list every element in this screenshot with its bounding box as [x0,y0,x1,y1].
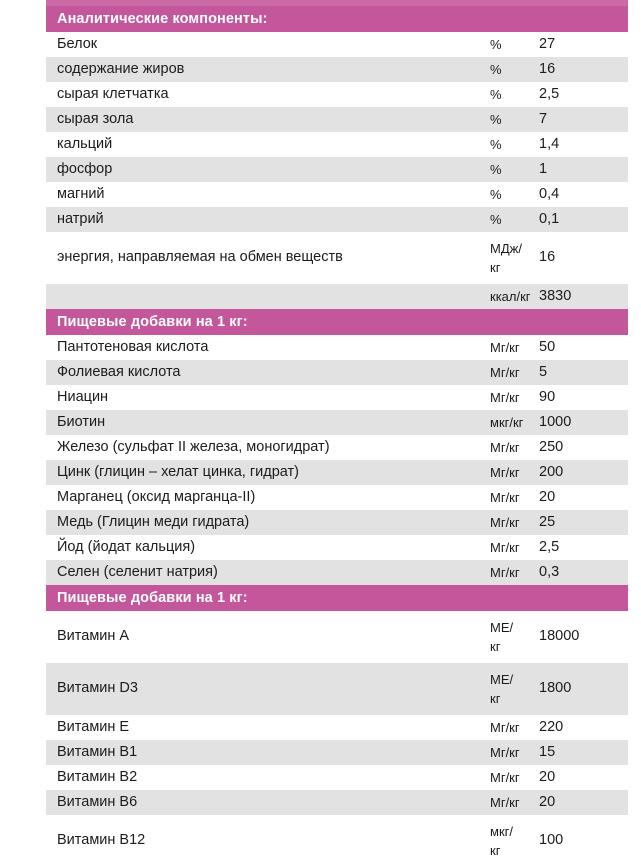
row-unit-line-2: кг [490,843,501,858]
row-unit-cell: Мг/кг [490,740,534,765]
row-value-cell: 7 [534,107,628,132]
row-unit-cell: ккал/кг [490,284,534,309]
row-value-cell: 18000 [534,611,628,663]
row-name-cell: Витамин D3 [46,663,490,715]
row-unit-line-2: кг [490,260,501,275]
row-value-cell: 20 [534,485,628,510]
row-value-cell: 250 [534,435,628,460]
row-unit-cell: Мг/кг [490,335,534,360]
row-name-cell: фосфор [46,157,490,182]
row-value-cell: 220 [534,715,628,740]
section-header-label: Аналитические компоненты: [46,6,628,32]
section-header-row [46,309,628,335]
row-value-cell: 20 [534,765,628,790]
row-unit-cell: мкг/кг [490,410,534,435]
row-unit-cell: Мг/кг [490,485,534,510]
table-row [46,410,628,435]
row-name-cell: кальций [46,132,490,157]
row-value-cell: 2,5 [534,82,628,107]
row-value-cell: 15 [534,740,628,765]
row-name-cell: Витамин E [46,715,490,740]
row-value-cell: 0,4 [534,182,628,207]
section-header-label: Пищевые добавки на 1 кг: [46,309,628,335]
table-row [46,740,628,765]
row-unit-cell: Мг/кг [490,715,534,740]
row-name-cell: Витамин B2 [46,765,490,790]
row-unit-cell: Мг/кг [490,765,534,790]
row-value-cell: 16 [534,232,628,284]
row-unit-cell: % [490,32,534,57]
row-value-cell: 90 [534,385,628,410]
row-name-cell: Цинк (глицин – хелат цинка, гидрат) [46,460,490,485]
row-unit-cell: Мг/кг [490,385,534,410]
row-value-cell: 25 [534,510,628,535]
table-row [46,535,628,560]
row-unit-cell: Мг/кг [490,535,534,560]
section-header-row [46,6,628,32]
row-name-cell: Йод (йодат кальция) [46,535,490,560]
row-value-cell: 1800 [534,663,628,715]
nutrition-table [46,6,628,867]
row-name-cell: Селен (селенит натрия) [46,560,490,585]
row-value-cell: 50 [534,335,628,360]
table-row [46,360,628,385]
row-name-cell: Биотин [46,410,490,435]
row-name-cell: Витамин B12 [46,815,490,867]
table-row [46,107,628,132]
row-unit-line-1: МДж/ [490,240,522,256]
table-row [46,385,628,410]
row-unit-cell: % [490,107,534,132]
row-value-cell: 100 [534,815,628,867]
row-unit-cell: % [490,132,534,157]
row-name-cell: Белок [46,32,490,57]
table-row [46,815,628,867]
row-name-cell: сырая зола [46,107,490,132]
table-row [46,435,628,460]
table-row [46,765,628,790]
row-unit-cell: % [490,57,534,82]
row-name-cell: Фолиевая кислота [46,360,490,385]
row-name-cell: Железо (сульфат II железа, моногидрат) [46,435,490,460]
table-row [46,335,628,360]
table-row [46,611,628,663]
row-name-cell: Витамин A [46,611,490,663]
row-unit-cell [490,611,534,663]
row-value-cell: 200 [534,460,628,485]
row-unit-cell [490,663,534,715]
table-row [46,663,628,715]
row-value-cell: 1,4 [534,132,628,157]
table-row [46,182,628,207]
table-row [46,32,628,57]
table-row [46,560,628,585]
table-row [46,510,628,535]
row-unit-cell: Мг/кг [490,560,534,585]
row-value-cell: 27 [534,32,628,57]
table-row [46,485,628,510]
row-name-cell: Витамин B1 [46,740,490,765]
table-row [46,715,628,740]
table-row [46,232,628,284]
row-unit-cell: Мг/кг [490,435,534,460]
row-name-cell [46,284,490,309]
row-unit-line-1: МЕ/ [490,619,514,635]
row-unit-cell [490,232,534,284]
row-unit-line-2: кг [490,639,501,654]
nutrition-table-body [46,6,628,867]
row-unit-cell: Мг/кг [490,790,534,815]
row-value-cell: 3830 [534,284,628,309]
row-value-cell: 20 [534,790,628,815]
row-name-cell: Медь (Глицин меди гидрата) [46,510,490,535]
row-unit-cell [490,815,534,867]
row-unit-cell: % [490,207,534,232]
row-unit-line-1: мкг/ [490,823,513,839]
row-unit-line-1: МЕ/ [490,671,514,687]
section-header-label: Пищевые добавки на 1 кг: [46,585,628,611]
row-value-cell: 5 [534,360,628,385]
row-name-cell: содержание жиров [46,57,490,82]
row-unit-cell: Мг/кг [490,510,534,535]
table-row [46,82,628,107]
table-row [46,157,628,182]
section-header-row [46,585,628,611]
row-name-cell: Витамин B6 [46,790,490,815]
row-name-cell: натрий [46,207,490,232]
table-row [46,57,628,82]
row-unit-cell: Мг/кг [490,460,534,485]
row-value-cell: 16 [534,57,628,82]
row-unit-cell: % [490,157,534,182]
row-name-cell: Марганец (оксид марганца-II) [46,485,490,510]
row-value-cell: 2,5 [534,535,628,560]
row-unit-cell: % [490,182,534,207]
table-row [46,284,628,309]
table-row [46,460,628,485]
row-value-cell: 1000 [534,410,628,435]
row-name-cell: сырая клетчатка [46,82,490,107]
table-row [46,132,628,157]
row-unit-line-2: кг [490,691,501,706]
table-row [46,790,628,815]
row-name-cell: Пантотеновая кислота [46,335,490,360]
row-name-cell: энергия, направляемая на обмен веществ [46,232,490,284]
table-row [46,207,628,232]
row-unit-cell: % [490,82,534,107]
row-value-cell: 1 [534,157,628,182]
row-name-cell: магний [46,182,490,207]
row-value-cell: 0,3 [534,560,628,585]
row-name-cell: Ниацин [46,385,490,410]
row-value-cell: 0,1 [534,207,628,232]
row-unit-cell: Мг/кг [490,360,534,385]
